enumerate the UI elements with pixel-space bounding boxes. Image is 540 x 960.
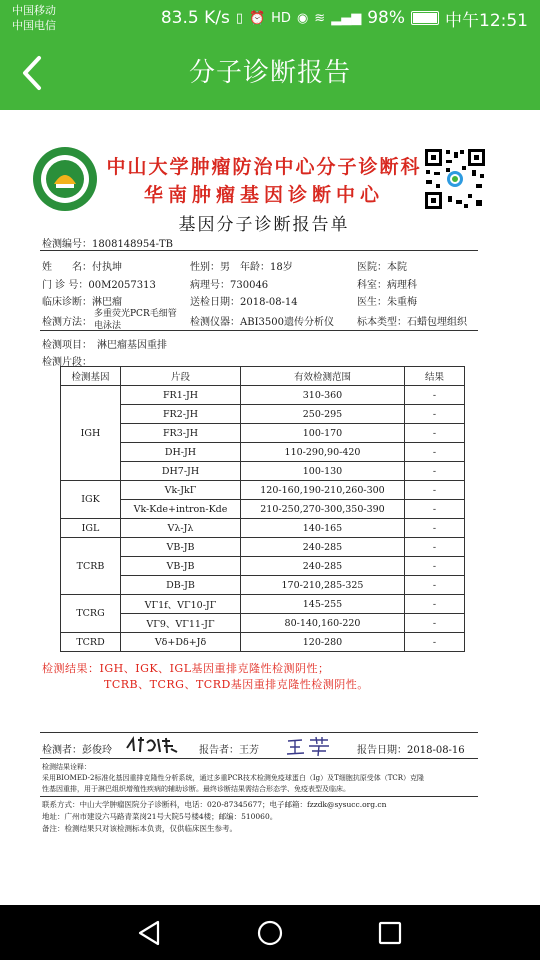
range-cell: 210-250,270-300,350-390 <box>241 500 405 519</box>
report-title: 基因分子诊断报告单 <box>178 215 350 235</box>
notes-title: 检测结果诠释： <box>42 763 91 771</box>
segment-cell: DB-JB <box>121 576 241 595</box>
result-cell: - <box>405 443 465 462</box>
nav-recents-icon[interactable] <box>374 917 406 949</box>
reporter: 报告者：王芳 <box>199 745 259 756</box>
table-header-cell: 结果 <box>405 367 465 386</box>
result-cell: - <box>405 614 465 633</box>
divider <box>40 250 478 251</box>
range-cell: 110-290,90-420 <box>241 443 405 462</box>
segment-cell: VΓ9、VΓ11-JΓ <box>121 614 241 633</box>
segment-cell: Vδ+Dδ+Jδ <box>121 633 241 652</box>
tester: 检测者：彭俊玲 <box>42 745 112 756</box>
result-line-2: TCRB、TCRG、TCRD基因重排克隆性检测阴性。 <box>104 678 369 691</box>
table-body <box>61 386 465 652</box>
result-cell: - <box>405 595 465 614</box>
nav-home-icon[interactable] <box>254 917 286 949</box>
result-cell: - <box>405 405 465 424</box>
tester-signature-icon <box>124 734 180 756</box>
nav-back-icon[interactable] <box>134 917 166 949</box>
range-cell: 240-285 <box>241 538 405 557</box>
gene-name-cell: IGH <box>61 386 121 481</box>
range-cell: 100-170 <box>241 424 405 443</box>
test-segment-label: 检测片段： <box>42 357 92 368</box>
contact-line-3: 备注：检测结果只对该检测标本负责，仅供临床医生参考。 <box>42 824 237 833</box>
segment-cell: FR2-JH <box>121 405 241 424</box>
range-cell: 170-210,285-325 <box>241 576 405 595</box>
send-date: 送检日期：2018-08-14 <box>190 297 298 308</box>
report-document <box>0 110 540 905</box>
range-cell: 120-280 <box>241 633 405 652</box>
range-cell: 310-360 <box>241 386 405 405</box>
pathology-number: 病理号：730046 <box>190 280 269 291</box>
alarm-icon: ⏰ <box>248 10 266 26</box>
sample-type: 标本类型：石蜡包埋组织 <box>357 317 467 328</box>
battery-icon <box>411 11 439 25</box>
hd-icon: HD <box>271 10 291 26</box>
segment-cell: Vk-JkΓ <box>121 481 241 500</box>
instrument: 检测仪器：ABI3500遗传分析仪 <box>190 317 334 328</box>
app-bar <box>0 36 540 110</box>
contact-line-1: 联系方式：中山大学肿瘤医院分子诊断科，电话：020-87345677；电子邮箱：fzzdk@sysucc.org.cn <box>42 800 387 809</box>
table-row <box>61 595 465 614</box>
range-cell: 250-295 <box>241 405 405 424</box>
method-value-2: 电泳法 <box>94 321 122 331</box>
table-header-cell: 片段 <box>121 367 241 386</box>
table-row <box>61 443 465 462</box>
gene-name-cell: IGK <box>61 481 121 519</box>
gender-age: 性别：男 年龄：18岁 <box>190 262 293 273</box>
contact-line-2: 地址：广州市建设六马路青菜岗21号大院5号楼4楼；邮编：510060。 <box>42 812 278 821</box>
qr-code-icon <box>424 148 486 210</box>
report-date: 报告日期：2018-08-16 <box>357 745 465 756</box>
carrier-1: 中国移动 <box>12 4 56 17</box>
table-row <box>61 576 465 595</box>
result-cell: - <box>405 424 465 443</box>
method-label: 检测方法： <box>42 317 92 328</box>
result-cell: - <box>405 633 465 652</box>
range-cell: 80-140,160-220 <box>241 614 405 633</box>
test-item: 检测项目： 淋巴瘤基因重排 <box>42 340 167 351</box>
table-row <box>61 424 465 443</box>
org-center-name: 华南肿瘤基因诊断中心 <box>143 184 384 206</box>
result-cell: - <box>405 557 465 576</box>
table-row <box>61 462 465 481</box>
table-row <box>61 481 465 500</box>
page-title: 分子诊断报告 <box>188 58 351 88</box>
divider <box>40 796 478 797</box>
wifi-icon: ≋ <box>314 10 326 26</box>
notes-line-2: 性基因重排，用于淋巴组织增殖性疾病的辅助诊断。最终诊断结果需结合形态学、免疫表型及临床。 <box>42 785 350 793</box>
range-cell: 140-165 <box>241 519 405 538</box>
divider <box>40 758 478 759</box>
table-header-row <box>61 367 465 386</box>
method-value-1: 多重荧光PCR毛细管 <box>94 309 177 319</box>
result-cell: - <box>405 538 465 557</box>
test-number: 检测编号：1808148954-TB <box>42 239 174 250</box>
carrier-2: 中国电信 <box>12 19 56 32</box>
gene-name-cell: TCRB <box>61 538 121 595</box>
reporter-signature-icon <box>286 735 332 757</box>
status-indicators <box>161 6 528 30</box>
gene-name-cell: IGL <box>61 519 121 538</box>
table-row <box>61 405 465 424</box>
table-row <box>61 614 465 633</box>
table-header-cell: 有效检测范围 <box>241 367 405 386</box>
status-bar <box>0 0 540 36</box>
segment-cell: VΓ1f、VΓ10-JΓ <box>121 595 241 614</box>
vibrate-icon: ▯ <box>235 10 243 26</box>
hospital-logo-icon <box>32 146 98 212</box>
gene-results-table <box>60 366 465 652</box>
result-cell: - <box>405 576 465 595</box>
network-speed: 83.5 K/s <box>160 8 230 28</box>
range-cell: 240-285 <box>241 557 405 576</box>
signal-icon: ▂▄▆ <box>331 10 362 26</box>
segment-cell: VB-JB <box>121 538 241 557</box>
range-cell: 120-160,190-210,260-300 <box>241 481 405 500</box>
result-cell: - <box>405 500 465 519</box>
result-cell: - <box>405 386 465 405</box>
result-cell: - <box>405 462 465 481</box>
divider <box>40 732 478 733</box>
range-cell: 100-130 <box>241 462 405 481</box>
department: 科室：病理科 <box>357 280 417 291</box>
table-row <box>61 538 465 557</box>
segment-cell: DH-JH <box>121 443 241 462</box>
table-row <box>61 386 465 405</box>
patient-name: 姓 名：付执坤 <box>42 262 122 273</box>
result-line-1: 检测结果：IGH、IGK、IGL基因重排克隆性检测阴性； <box>42 662 330 675</box>
org-name: 中山大学肿瘤防治中心分子诊断科 <box>106 156 422 178</box>
notes-line-1: 采用BIOMED-2标准化基因重排克隆性分析系统，通过多重PCR技术检测免疫球蛋白（Ig）及T细胞抗原受体（TCR）克隆 <box>42 774 425 782</box>
result-cell: - <box>405 519 465 538</box>
segment-cell: DH7-JH <box>121 462 241 481</box>
table-row <box>61 500 465 519</box>
table-row <box>61 633 465 652</box>
clock: 中午12:51 <box>445 10 528 31</box>
gene-name-cell: TCRD <box>61 633 121 652</box>
segment-cell: FR1-JH <box>121 386 241 405</box>
navigation-bar <box>0 905 540 960</box>
segment-cell: Vk-Kde+intron-Kde <box>121 500 241 519</box>
range-cell: 145-255 <box>241 595 405 614</box>
clinical-diagnosis: 临床诊断：淋巴瘤 <box>42 297 122 308</box>
divider <box>40 330 478 331</box>
doctor: 医生：朱重梅 <box>357 297 417 308</box>
hospital: 医院：本院 <box>357 262 407 273</box>
battery-percent: 98% <box>367 8 405 28</box>
gene-name-cell: TCRG <box>61 595 121 633</box>
segment-cell: VB-JB <box>121 557 241 576</box>
segment-cell: Vλ-Jλ <box>121 519 241 538</box>
eye-icon: ◉ <box>296 10 309 26</box>
clinic-number: 门 诊 号：00M2057313 <box>42 280 156 291</box>
table-row <box>61 557 465 576</box>
table-header-cell: 检测基因 <box>61 367 121 386</box>
segment-cell: FR3-JH <box>121 424 241 443</box>
table-row <box>61 519 465 538</box>
result-cell: - <box>405 481 465 500</box>
